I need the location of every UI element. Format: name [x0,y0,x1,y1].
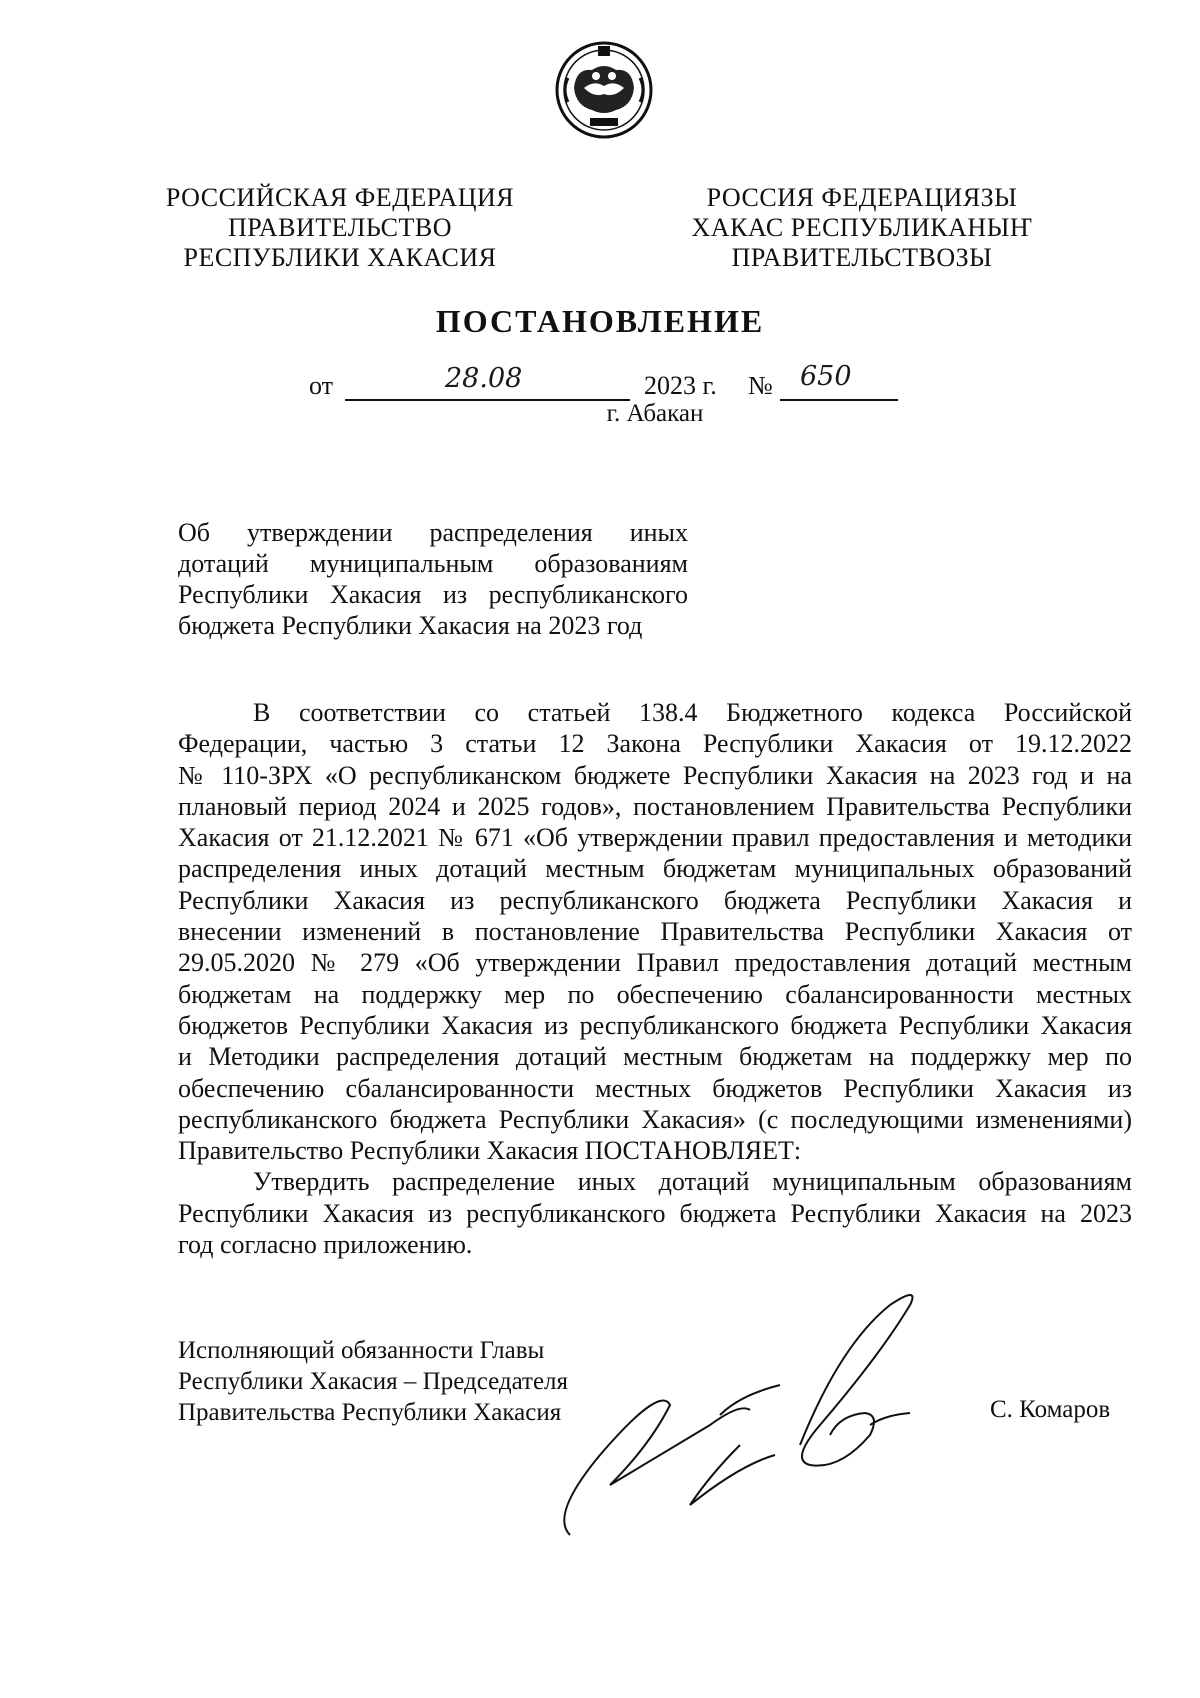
document-subject [178,517,688,641]
signer-position-line: Республики Хакасия – Председателя [178,1368,569,1395]
body-line: и Методики распределения дотаций местным бюджетам на поддержку мер по [178,1042,1132,1072]
body-line: бюджетов Республики Хакасия из республиканского бюджета Республики Хакасия [178,1010,1132,1040]
body-line: Федерации, частью 3 статьи 12 Закона Республики Хакасия от 19.12.2022 [178,729,1132,759]
body-line: Республики Хакасия из республиканского бюджета Республики Хакасия на 2023 [178,1198,1132,1228]
subject-line: дотаций муниципальным образованиям [178,549,688,578]
header-left-block [160,183,520,273]
handwritten-signature-icon [540,1285,960,1555]
date-prefix: от [309,371,334,400]
number-handwritten: 650 [800,361,852,392]
document-body [178,697,1132,1260]
header-left-line: ПРАВИТЕЛЬСТВО [228,213,452,242]
body-line: Республики Хакасия из республиканского бюджета Республики Хакасия и [178,885,1132,915]
signer-position-line: Исполняющий обязанности Главы [178,1337,545,1364]
document-type-title: ПОСТАНОВЛЕНИЕ [435,303,765,339]
body-line: В соответствии со статьей 138.4 Бюджетного кодекса Российской [253,698,1132,727]
body-line: Хакасия от 21.12.2021 № 671 «Об утверждении правил предоставления и методики [178,823,1132,853]
body-line: плановый период 2024 и 2025 годов», постановлением Правительства Республики [178,791,1132,821]
header-right-block [682,183,1042,273]
city-line: г. Абакан [606,400,704,427]
body-line: год согласно приложению. [178,1230,473,1260]
signer-position-line: Правительства Республики Хакасия [178,1399,562,1426]
date-field [345,363,630,401]
body-line: Утвердить распределение иных дотаций муниципальным образованиям [253,1167,1132,1197]
body-line: обеспечению сбалансированности местных бюджетов Республики Хакасия из [178,1073,1132,1103]
date-year: 2023 г. [644,371,717,400]
header-left-line: РЕСПУБЛИКИ ХАКАСИЯ [183,243,497,272]
number-field [780,361,898,401]
coat-of-arms-icon [554,40,654,140]
signer-position [178,1335,568,1428]
body-line: бюджетам на поддержку мер по обеспечению сбалансированности местных [178,979,1132,1009]
body-line: 29.05.2020 № 279 «Об утверждении Правил предоставления дотаций местным [178,948,1132,978]
subject-line: Республики Хакасия из республиканского [178,580,688,609]
body-line: республиканского бюджета Республики Хакасия» (с последующими изменениями) [178,1104,1132,1134]
subject-line: Об утверждении распределения иных [178,518,688,547]
header-left-line: РОССИЙСКАЯ ФЕДЕРАЦИЯ [165,183,515,212]
header-right-line: ПРАВИТЕЛЬСТВОЗЫ [731,243,993,272]
body-line: Правительство Республики Хакасия ПОСТАНОВЛЯЕТ: [178,1136,802,1166]
body-line: внесении изменений в постановление Правительства Республики Хакасия от [178,917,1132,947]
header-right-line: РОССИЯ ФЕДЕРАЦИЯЗЫ [706,183,1018,212]
body-line: распределения иных дотаций местным бюджетам муниципальных образований [178,854,1132,884]
signer-name: С. Комаров [990,1396,1111,1423]
number-prefix: № [748,371,773,400]
subject-line: бюджета Республики Хакасия на 2023 год [178,611,643,640]
body-line: № 110-ЗРХ «О республиканском бюджете Республики Хакасия на 2023 год и на [178,760,1132,790]
header-right-line: ХАКАС РЕСПУБЛИКАНЫҤ [691,213,1033,242]
date-handwritten: 28.08 [445,363,523,394]
